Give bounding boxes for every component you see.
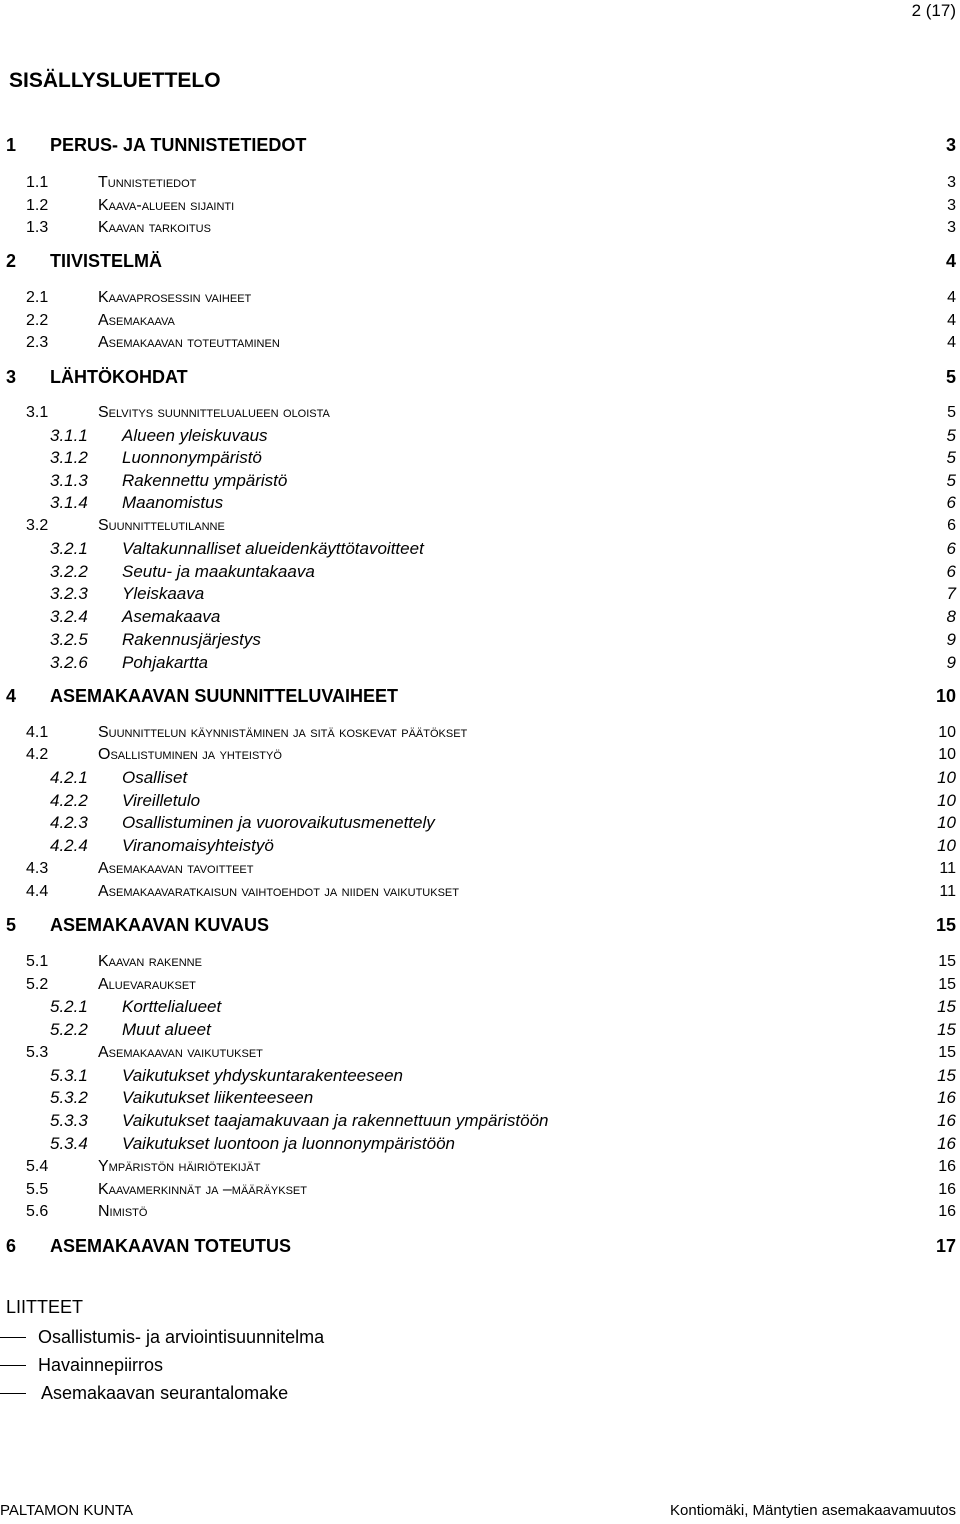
- toc-entry-page: 4: [945, 251, 956, 271]
- toc-entry-level-2: [0, 857, 960, 880]
- toc-entry-page: 6: [946, 539, 956, 558]
- toc-entry-page: 15: [937, 1020, 956, 1039]
- toc-entry-number: 4: [6, 686, 17, 706]
- toc-entry-number: 3.2.5: [50, 630, 88, 649]
- toc-entry-level-3: [0, 582, 960, 605]
- toc-entry-level-1: [0, 1235, 960, 1258]
- toc-entry-label: Viranomaisyhteistyö: [122, 836, 274, 855]
- toc-entry-number: 3.1.3: [50, 471, 88, 490]
- toc-entry-page: 8: [946, 607, 956, 626]
- toc-entry-page: 10: [937, 813, 956, 832]
- attachment-label: Osallistumis- ja arviointisuunnitelma: [38, 1327, 325, 1347]
- toc-entry-number: 4.2: [26, 746, 49, 763]
- toc-entry-page: 5: [946, 426, 956, 445]
- toc-entry-level-2: [0, 216, 960, 239]
- toc-entry-label: Vaikutukset yhdyskuntarakenteeseen: [122, 1066, 403, 1085]
- toc-entry-number: 1: [6, 135, 17, 155]
- toc-entry-level-3: [0, 1064, 960, 1087]
- toc-entry-level-3: [0, 766, 960, 789]
- attachment-item: [0, 1354, 400, 1377]
- toc-entry-page: 3: [945, 135, 956, 155]
- toc-entry-number: 5.2.2: [50, 1020, 88, 1039]
- toc-entry-number: 5.3.4: [50, 1134, 88, 1153]
- toc-entry-page: 16: [938, 1203, 956, 1220]
- attachment-label: Havainnepiirros: [38, 1355, 164, 1375]
- toc-entry-number: 1.2: [26, 197, 49, 214]
- toc-entry-label: Asemakaavaratkaisun vaihtoehdot ja niiden vaikutukset: [98, 883, 459, 900]
- toc-entry-label: Vaikutukset liikenteeseen: [122, 1088, 314, 1107]
- toc-entry-level-3: [0, 446, 960, 469]
- toc-entry-label: Asemakaava: [122, 607, 221, 626]
- toc-entry-number: 6: [6, 1236, 17, 1256]
- toc-entry-page: 5: [947, 404, 956, 421]
- toc-entry-level-2: [0, 1178, 960, 1201]
- toc-entry-level-2: [0, 950, 960, 973]
- toc-entry-number: 3.2: [26, 517, 49, 534]
- toc-entry-page: 5: [946, 471, 956, 490]
- toc-entry-page: 15: [938, 953, 956, 970]
- toc-entry-label: Nimistö: [98, 1203, 148, 1220]
- toc-entry-label: LÄHTÖKOHDAT: [50, 367, 188, 387]
- toc-entry-label: Vireilletulo: [122, 791, 201, 810]
- toc-entry-label: Kaavan rakenne: [98, 953, 202, 970]
- toc-entry-level-1: [0, 914, 960, 937]
- toc-entry-label: ASEMAKAAVAN SUUNNITTELUVAIHEET: [50, 686, 399, 706]
- page-title: SISÄLLYSLUETTELO: [9, 69, 221, 92]
- toc-entry-number: 5.5: [26, 1181, 49, 1198]
- toc-entry-number: 5.1: [26, 953, 49, 970]
- toc-entry-label: Seutu- ja maakuntakaava: [122, 562, 315, 581]
- toc-entry-level-3: [0, 1132, 960, 1155]
- toc-entry-number: 5.4: [26, 1158, 49, 1175]
- toc-entry-number: 3: [6, 367, 17, 387]
- toc-entry-page: 11: [939, 860, 956, 877]
- toc-entry-page: 5: [945, 367, 956, 387]
- dash-bullet-icon: [0, 1365, 26, 1366]
- toc-entry-page: 5: [946, 448, 956, 467]
- dash-bullet-icon: [0, 1393, 26, 1394]
- toc-entry-number: 4.2.1: [50, 768, 88, 787]
- toc-entry-number: 5.3.2: [50, 1088, 88, 1107]
- toc-entry-number: 2: [6, 251, 17, 271]
- toc-entry-level-3: [0, 1086, 960, 1109]
- toc-entry-page: 15: [937, 1066, 956, 1085]
- toc-entry-level-3: [0, 834, 960, 857]
- toc-entry-label: Muut alueet: [122, 1020, 211, 1039]
- toc-entry-level-2: [0, 973, 960, 996]
- toc-entry-label: Osallistuminen ja yhteistyö: [98, 746, 282, 763]
- toc-entry-level-3: [0, 995, 960, 1018]
- toc-entry-page: 3: [947, 197, 956, 214]
- toc-entry-level-3: [0, 651, 960, 674]
- toc-entry-label: Yleiskaava: [122, 584, 205, 603]
- toc-entry-level-3: [0, 1018, 960, 1041]
- toc-entry-number: 2.1: [26, 289, 49, 306]
- toc-entry-page: 16: [938, 1181, 956, 1198]
- toc-entry-level-3: [0, 469, 960, 492]
- toc-entry-label: PERUS- JA TUNNISTETIEDOT: [50, 135, 307, 155]
- toc-entry-label: Asemakaavan toteuttaminen: [98, 334, 280, 351]
- toc-entry-label: Asemakaavan vaikutukset: [98, 1044, 263, 1061]
- toc-entry-page: 6: [946, 493, 956, 512]
- toc-entry-level-1: [0, 685, 960, 708]
- toc-entry-label: Korttelialueet: [122, 997, 222, 1016]
- toc-entry-number: 3.2.2: [50, 562, 88, 581]
- toc-entry-number: 4.3: [26, 860, 49, 877]
- toc-entry-level-2: [0, 1155, 960, 1178]
- toc-entry-number: 5.6: [26, 1203, 49, 1220]
- toc-entry-level-2: [0, 194, 960, 217]
- toc-entry-level-1: [0, 250, 960, 273]
- toc-entry-label: Kaava-alueen sijainti: [98, 197, 235, 214]
- toc-entry-level-3: [0, 424, 960, 447]
- toc-entry-number: 3.2.6: [50, 653, 88, 672]
- toc-entry-number: 4.2.2: [50, 791, 88, 810]
- toc-entry-number: 4.4: [26, 883, 49, 900]
- toc-entry-number: 5.3.1: [50, 1066, 88, 1085]
- toc-entry-page: 15: [937, 997, 956, 1016]
- toc-entry-page: 11: [939, 883, 956, 900]
- toc-entry-page: 7: [946, 584, 956, 603]
- toc-entry-number: 3.2.4: [50, 607, 88, 626]
- toc-entry-page: 6: [947, 517, 956, 534]
- toc-entry-label: Kaavamerkinnät ja –määräykset: [98, 1181, 307, 1198]
- toc-entry-page: 10: [937, 768, 956, 787]
- toc-entry-page: 4: [947, 312, 956, 329]
- toc-entry-level-3: [0, 1109, 960, 1132]
- toc-entry-label: Asemakaava: [98, 312, 175, 329]
- toc-entry-label: Rakennusjärjestys: [122, 630, 261, 649]
- toc-entry-level-3: [0, 537, 960, 560]
- toc-entry-number: 1.1: [26, 174, 49, 191]
- toc-entry-level-2: [0, 286, 960, 309]
- toc-entry-page: 15: [935, 915, 956, 935]
- toc-entry-label: Suunnittelutilanne: [98, 517, 225, 534]
- toc-entry-label: Osalliset: [122, 768, 188, 787]
- toc-entry-label: Aluevaraukset: [98, 976, 196, 993]
- toc-entry-number: 3.1.4: [50, 493, 88, 512]
- toc-entry-label: Asemakaavan tavoitteet: [98, 860, 254, 877]
- toc-entry-page: 3: [947, 219, 956, 236]
- toc-entry-number: 3.2.3: [50, 584, 88, 603]
- toc-entry-page: 10: [938, 724, 956, 741]
- toc-entry-page: 10: [937, 836, 956, 855]
- toc-entry-page: 3: [947, 174, 956, 191]
- toc-entry-number: 5.3.3: [50, 1111, 88, 1130]
- toc-entry-label: Tunnistetiedot: [98, 174, 197, 191]
- toc-entry-number: 4.1: [26, 724, 49, 741]
- toc-entry-level-3: [0, 811, 960, 834]
- toc-entry-number: 3.1: [26, 404, 49, 421]
- toc-entry-number: 5.3: [26, 1044, 49, 1061]
- toc-entry-label: Rakennettu ympäristö: [122, 471, 288, 490]
- toc-entry-page: 4: [947, 334, 956, 351]
- toc-entry-label: Alueen yleiskuvaus: [122, 426, 268, 445]
- attachment-item: [0, 1382, 400, 1405]
- toc-entry-page: 10: [937, 791, 956, 810]
- page-number: 2 (17): [911, 1, 956, 20]
- toc-entry-level-2: [0, 309, 960, 332]
- toc-entry-number: 3.2.1: [50, 539, 88, 558]
- toc-entry-page: 16: [937, 1088, 956, 1107]
- toc-entry-page: 17: [935, 1236, 956, 1256]
- toc-entry-page: 15: [938, 976, 956, 993]
- toc-entry-page: 16: [938, 1158, 956, 1175]
- toc-entry-label: Selvitys suunnittelualueen oloista: [98, 404, 330, 421]
- toc-entry-label: Maanomistus: [122, 493, 224, 512]
- toc-entry-label: Pohjakartta: [122, 653, 208, 672]
- toc-entry-page: 9: [946, 630, 956, 649]
- toc-entry-level-2: [0, 401, 960, 424]
- footer-right: Kontiomäki, Mäntytien asemakaavamuutos: [670, 1502, 956, 1519]
- toc-entry-level-2: [0, 171, 960, 194]
- toc-entry-label: Osallistuminen ja vuorovaikutusmenettely: [122, 813, 435, 832]
- toc-entry-number: 4.2.4: [50, 836, 88, 855]
- toc-entry-label: ASEMAKAAVAN KUVAUS: [50, 915, 270, 935]
- toc-entry-level-2: [0, 1041, 960, 1064]
- attachment-item: [0, 1326, 400, 1349]
- toc-entry-page: 10: [938, 746, 956, 763]
- toc-entry-label: ASEMAKAAVAN TOTEUTUS: [50, 1236, 292, 1256]
- toc-entry-number: 1.3: [26, 219, 49, 236]
- toc-entry-label: Luonnonympäristö: [122, 448, 262, 467]
- toc-entry-label: Kaavaprosessin vaiheet: [98, 289, 252, 306]
- toc-entry-label: Ympäristön häiriötekijät: [98, 1158, 261, 1175]
- toc-entry-number: 4.2.3: [50, 813, 88, 832]
- toc-entry-page: 6: [946, 562, 956, 581]
- toc-entry-number: 3.1.1: [50, 426, 88, 445]
- toc-entry-level-2: [0, 743, 960, 766]
- toc-entry-label: Vaikutukset luontoon ja luonnonympäristöön: [122, 1134, 455, 1153]
- toc-entry-number: 5: [6, 915, 17, 935]
- toc-entry-label: Valtakunnalliset alueidenkäyttötavoitteet: [122, 539, 424, 558]
- toc-entry-page: 15: [938, 1044, 956, 1061]
- toc-entry-level-1: [0, 366, 960, 389]
- toc-entry-level-3: [0, 789, 960, 812]
- toc-entry-label: Vaikutukset taajamakuvaan ja rakennettuun ympäristöön: [122, 1111, 549, 1130]
- toc-entry-level-3: [0, 605, 960, 628]
- footer-left: PALTAMON KUNTA: [0, 1502, 134, 1519]
- attachments-title: LIITTEET: [6, 1297, 84, 1317]
- toc-entry-page: 9: [946, 653, 956, 672]
- toc-entry-number: 5.2.1: [50, 997, 88, 1016]
- toc-entry-number: 2.3: [26, 334, 49, 351]
- toc-entry-level-2: [0, 514, 960, 537]
- toc-entry-level-2: [0, 721, 960, 744]
- toc-entry-level-3: [0, 560, 960, 583]
- toc-entry-level-1: [0, 134, 960, 157]
- dash-bullet-icon: [0, 1337, 26, 1338]
- toc-entry-page: 4: [947, 289, 956, 306]
- toc-entry-level-3: [0, 491, 960, 514]
- toc-entry-page: 10: [935, 686, 956, 706]
- toc-entry-number: 2.2: [26, 312, 49, 329]
- toc-entry-page: 16: [937, 1134, 956, 1153]
- toc-entry-level-2: [0, 1200, 960, 1223]
- toc-entry-number: 3.1.2: [50, 448, 88, 467]
- toc-entry-level-2: [0, 331, 960, 354]
- toc-entry-number: 5.2: [26, 976, 49, 993]
- toc-entry-page: 16: [937, 1111, 956, 1130]
- toc-entry-label: TIIVISTELMÄ: [50, 251, 162, 271]
- toc-entry-level-2: [0, 880, 960, 903]
- toc-entry-label: Suunnittelun käynnistäminen ja sitä koskevat päätökset: [98, 724, 468, 741]
- toc-entry-level-3: [0, 628, 960, 651]
- attachment-label: Asemakaavan seurantalomake: [41, 1383, 289, 1403]
- toc-entry-label: Kaavan tarkoitus: [98, 219, 211, 236]
